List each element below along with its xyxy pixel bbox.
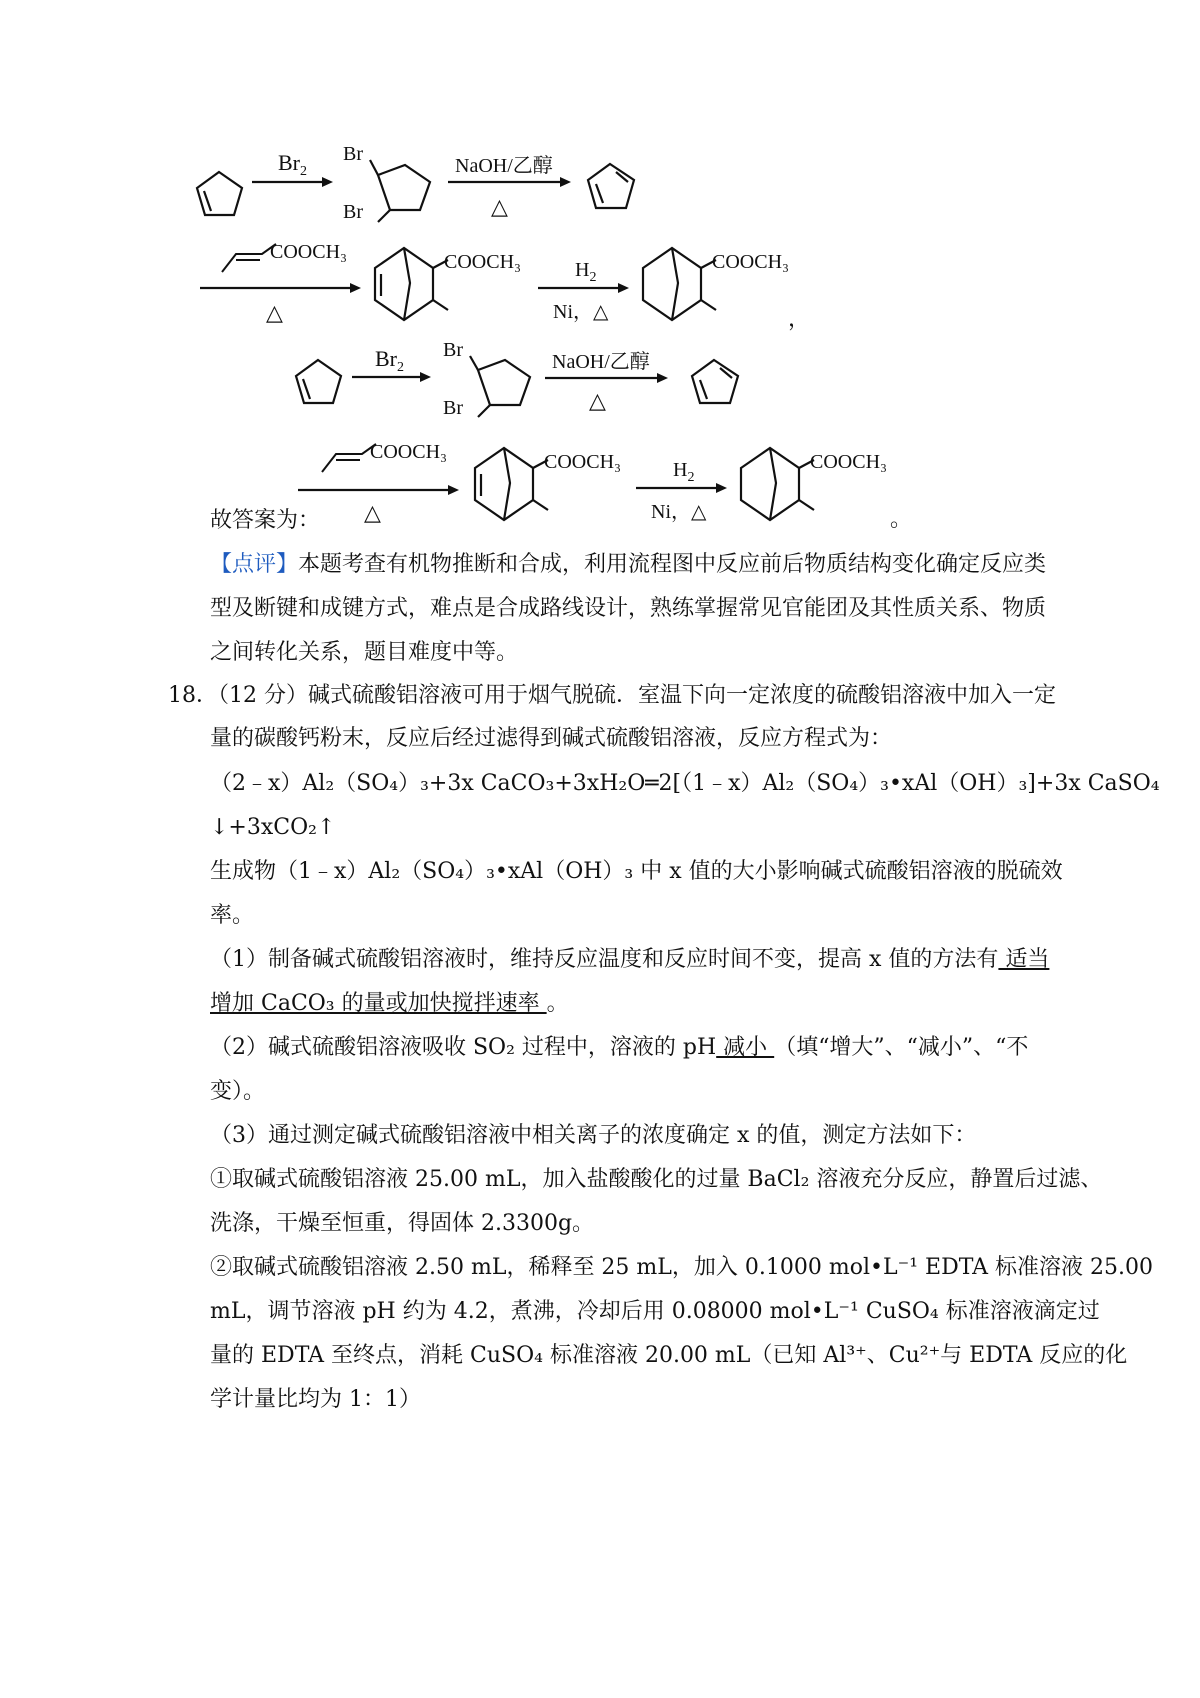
q18-equation-1: （2﹣x）Al₂（SO₄）₃+3x CaCO₃+3xH₂O═2[（1﹣x）Al₂（SO₄）₃•xAl（OH）₃]+3x CaSO₄	[210, 771, 1160, 796]
q18-part2-line-2: 变）。	[210, 1079, 266, 1104]
methyl-acrylate-fragment	[222, 244, 276, 272]
q18-step1-line-1: ①取碱式硫酸铝溶液 25.00 mL，加入盐酸酸化的过量 BaCl₂ 溶液充分反应，静置后过滤、	[210, 1167, 1103, 1192]
br-atom-bottom: Br	[343, 201, 363, 223]
q18-line-3: 生成物（1﹣x）Al₂（SO₄）₃•xAl（OH）₃ 中 x 值的大小影响碱式硫酸铝溶液的脱硫效	[210, 859, 1063, 884]
dibromocyclopentane-structure-2	[470, 356, 530, 417]
ni-heat-label: Ni，△	[553, 301, 609, 323]
norbornene-ester-structure	[375, 248, 448, 320]
review-tag: 【点评】	[210, 552, 299, 577]
q18-part1-answer: 适当	[998, 947, 1050, 972]
scheme-comma: ，	[788, 306, 811, 331]
svg-text:COOCH₃: COOCH₃	[370, 441, 447, 463]
svg-text:Br: Br	[443, 339, 463, 361]
svg-text:△: △	[364, 500, 381, 525]
svg-text:△: △	[589, 388, 606, 413]
q18-line-4: 率。	[210, 903, 255, 928]
svg-text:Br2: $Br_2$	[375, 346, 404, 375]
h2-label: $H_2$	[575, 259, 597, 285]
q18-step2-line-1: ②取碱式硫酸铝溶液 2.50 mL，稀释至 25 mL，加入 0.1000 mol•L⁻¹ EDTA 标准溶液 25.00	[210, 1255, 1154, 1280]
norbornane-ester-structure-2	[741, 448, 814, 520]
norbornane-ester-structure	[643, 248, 716, 320]
br-atom-top: Br	[343, 143, 363, 165]
cyclopentadiene-structure-2	[692, 360, 738, 403]
cyclopentadiene-structure	[588, 164, 634, 208]
q18-step2-line-4: 学计量比均为 1：1）	[210, 1387, 421, 1412]
q18-step2-line-2: mL，调节溶液 pH 约为 4.2，煮沸，冷却后用 0.08000 mol•L⁻¹ CuSO₄ 标准溶液滴定过	[210, 1299, 1100, 1324]
q18-equation-2: ↓+3xCO₂↑	[210, 815, 336, 840]
svg-text:COOCH₃: COOCH₃	[810, 451, 887, 473]
heat-label-2: △	[266, 300, 283, 325]
reaction-scheme-2	[0, 340, 1200, 540]
q18-step1-line-2: 洗涤，干燥至恒重，得固体 2.3300g。	[210, 1211, 595, 1236]
q18-part1-line-1: （1）制备碱式硫酸铝溶液时，维持反应温度和反应时间不变，提高 x 值的方法有 适当	[210, 947, 1050, 972]
q18-line-2: 量的碳酸钙粉末，反应后经过滤得到碱式硫酸铝溶液，反应方程式为：	[210, 726, 893, 751]
svg-text:Ni，△: Ni，△	[651, 501, 707, 523]
cooch3-product-1: COOCH₃	[444, 251, 521, 273]
svg-text:COOCH₃: COOCH₃	[544, 451, 621, 473]
review-line-2: 型及断键和成键方式，难点是合成路线设计，熟练掌握常见官能团及其性质关系、物质	[210, 596, 1047, 621]
svg-text:NaOH/乙醇: NaOH/乙醇	[552, 351, 650, 373]
q18-part1-line-2: 增加 CaCO₃ 的量或加快搅拌速率 。	[210, 991, 569, 1016]
br2-label: $Br_2$	[278, 150, 307, 179]
q18-step2-line-3: 量的 EDTA 至终点，消耗 CuSO₄ 标准溶液 20.00 mL（已知 Al³⁺、Cu²⁺与 EDTA 反应的化	[210, 1343, 1128, 1368]
q18-part2-line-1: （2）碱式硫酸铝溶液吸收 SO₂ 过程中，溶液的 pH 减小 （填“增大”、“减小”、“不	[210, 1035, 1029, 1060]
svg-text:Br: Br	[443, 397, 463, 419]
q18-part3: （3）通过测定碱式硫酸铝溶液中相关离子的浓度确定 x 的值，测定方法如下：	[210, 1123, 977, 1148]
review-line-1: 【点评】本题考查有机物推断和合成，利用流程图中反应前后物质结构变化确定反应类	[210, 552, 1047, 577]
heat-label: △	[491, 194, 508, 219]
naoh-ethanol-label: NaOH/乙醇	[455, 155, 553, 177]
q18-part1-answer-cont: 增加 CaCO₃ 的量或加快搅拌速率	[210, 991, 547, 1016]
q18-part2-answer: 减小	[716, 1035, 775, 1060]
cyclopentene-structure-2	[296, 360, 341, 403]
cooch3-reagent-label: COOCH₃	[270, 241, 347, 263]
svg-text:H2: $H_2$	[673, 459, 695, 485]
answer-prefix: 故答案为：	[210, 508, 321, 533]
norbornene-ester-structure-2	[475, 448, 548, 520]
dibromocyclopentane-structure	[370, 160, 430, 222]
review-line-3: 之间转化关系，题目难度中等。	[210, 640, 519, 665]
q18-line-1: 18．（12 分）碱式硫酸铝溶液可用于烟气脱硫．室温下向一定浓度的硫酸铝溶液中加入一定	[168, 683, 1056, 708]
cooch3-product-2: COOCH₃	[712, 251, 789, 273]
cyclopentene-structure	[197, 172, 242, 215]
scheme-period: 。	[890, 506, 913, 531]
